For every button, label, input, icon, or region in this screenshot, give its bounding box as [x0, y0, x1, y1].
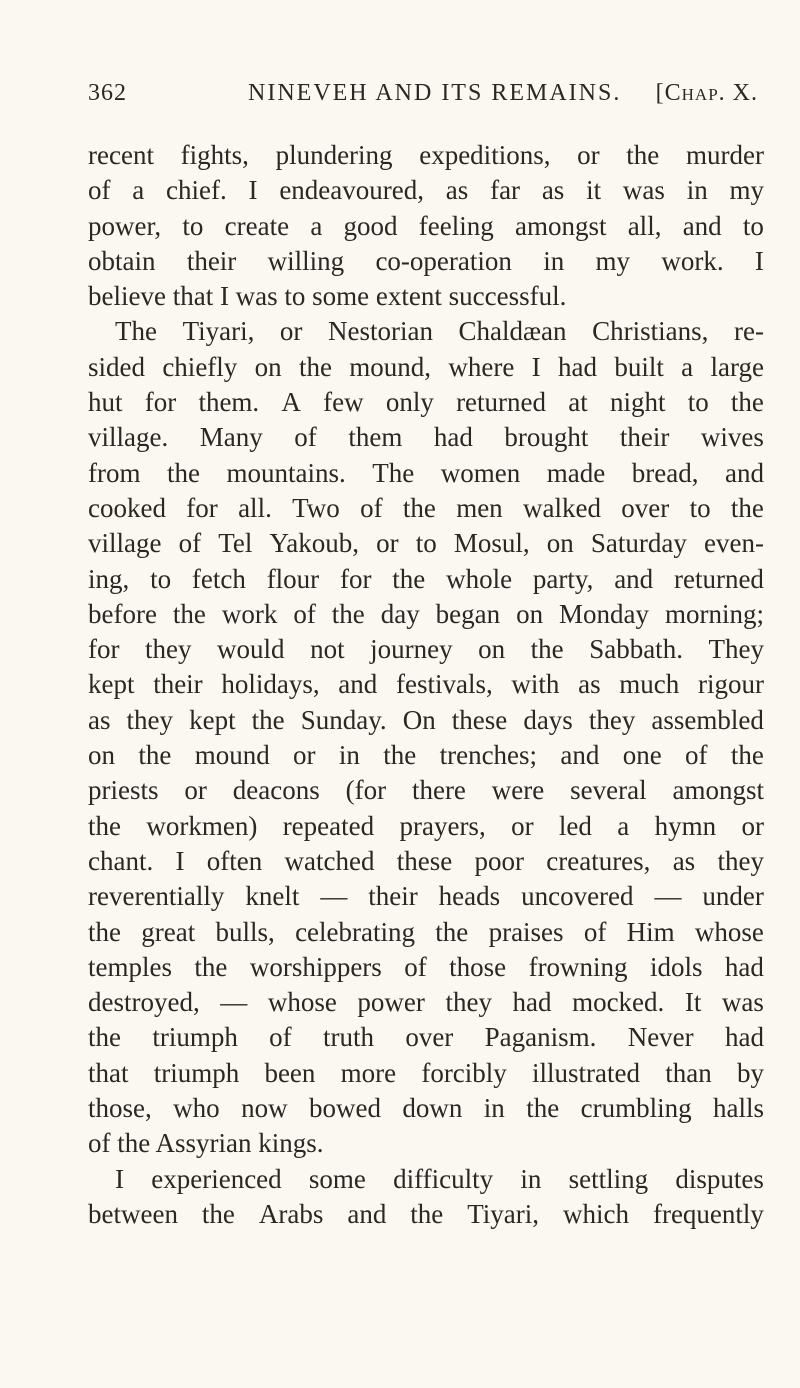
- word: to: [182, 210, 204, 241]
- word: of: [178, 528, 202, 559]
- word: with: [511, 669, 560, 700]
- word: Paganism.: [484, 1022, 597, 1053]
- word: the: [410, 1198, 444, 1229]
- word: the: [201, 1198, 235, 1229]
- word: or: [577, 140, 600, 170]
- word: and: [338, 669, 378, 700]
- word: down: [402, 1093, 463, 1124]
- word: the: [402, 492, 436, 523]
- word: Chaldæan: [458, 316, 567, 347]
- word: before: [88, 598, 157, 629]
- word: work: [221, 598, 278, 629]
- word: —: [220, 987, 248, 1018]
- word: forcibly: [421, 1057, 507, 1088]
- word: a: [617, 810, 630, 841]
- word: hut: [88, 387, 123, 418]
- word: (for: [345, 775, 387, 806]
- word: bowed: [308, 1093, 381, 1124]
- word: built: [614, 351, 664, 382]
- word: Sunday.: [300, 704, 387, 735]
- word: all.: [238, 492, 272, 523]
- word: made: [546, 457, 606, 488]
- word: kept: [88, 669, 135, 700]
- word: men: [456, 492, 503, 523]
- word: bulls,: [215, 916, 275, 947]
- word: for: [144, 387, 177, 418]
- word: their: [186, 245, 237, 276]
- word: reverentially: [88, 881, 225, 912]
- word: for: [88, 634, 120, 665]
- word: a: [681, 351, 694, 382]
- word: my: [729, 175, 764, 206]
- word: of: [293, 598, 316, 629]
- word: and: [560, 740, 600, 771]
- word: praises: [488, 916, 564, 947]
- word: settling: [568, 1163, 649, 1194]
- word: they: [588, 704, 636, 735]
- word: had: [558, 351, 597, 382]
- word: kept: [189, 704, 236, 735]
- word: they: [717, 845, 764, 876]
- text-line: [88, 667, 764, 702]
- word: idols: [649, 951, 703, 982]
- text-line: [88, 844, 764, 879]
- word: whole: [446, 563, 513, 594]
- word: returned: [673, 563, 764, 594]
- word: all,: [627, 210, 662, 241]
- word: village: [88, 528, 162, 559]
- word: of: [685, 740, 708, 771]
- word: these: [451, 704, 508, 735]
- word: destroyed,: [88, 987, 200, 1018]
- word: day: [380, 598, 420, 629]
- text-line: [88, 314, 764, 349]
- word: had: [724, 951, 764, 982]
- word: to: [687, 387, 709, 418]
- word: or: [741, 810, 764, 841]
- word: Sabbath.: [589, 634, 683, 665]
- word: Tiyari,: [182, 316, 255, 347]
- word: in: [543, 245, 565, 276]
- word: them.: [198, 387, 260, 418]
- word: great: [141, 916, 196, 947]
- word: mountains.: [226, 457, 346, 488]
- word: festivals,: [395, 669, 493, 700]
- word: to: [742, 210, 764, 241]
- word: Tel: [218, 528, 253, 559]
- word: power,: [88, 210, 162, 241]
- word: night: [609, 387, 666, 418]
- word: that: [88, 1057, 129, 1088]
- word: hymn: [654, 810, 717, 841]
- text-line: believe that I was to some extent successful.: [88, 281, 567, 312]
- word: to: [415, 528, 437, 559]
- word: Mosul,: [453, 528, 530, 559]
- text-line: [88, 420, 764, 455]
- word: bread,: [631, 457, 699, 488]
- word: the: [138, 740, 172, 771]
- word: On: [402, 704, 436, 735]
- word: wives: [700, 422, 764, 453]
- word: The: [372, 457, 415, 488]
- page-number: 362: [88, 80, 127, 106]
- word: recent: [88, 140, 154, 170]
- text-line: [88, 456, 764, 491]
- word: they: [445, 987, 492, 1018]
- text-line: [88, 1091, 764, 1126]
- word: on: [516, 598, 544, 629]
- word: priests: [88, 775, 159, 806]
- word: as: [578, 669, 601, 700]
- word: often: [206, 845, 263, 876]
- word: had: [512, 987, 552, 1018]
- word: only: [385, 387, 434, 418]
- word: as: [88, 704, 111, 735]
- word: the: [392, 563, 426, 594]
- word: the: [251, 704, 285, 735]
- word: to: [150, 563, 172, 594]
- text-line: [88, 491, 764, 526]
- word: not: [310, 634, 345, 665]
- word: work.: [661, 245, 724, 276]
- word: I: [754, 245, 764, 276]
- text-line: [88, 209, 764, 244]
- text-line: of the Assyrian kings.: [88, 1128, 324, 1159]
- word: days: [523, 704, 573, 735]
- word: over: [405, 1022, 454, 1053]
- word: frequently: [652, 1198, 764, 1229]
- word: co-operation: [375, 245, 512, 276]
- word: village.: [88, 422, 169, 453]
- word: knelt: [245, 881, 300, 912]
- text-line: [88, 703, 764, 738]
- word: at: [568, 387, 588, 418]
- word: for: [186, 492, 218, 523]
- word: plundering: [275, 140, 393, 170]
- word: the: [88, 810, 121, 841]
- word: those,: [88, 1093, 152, 1124]
- word: the: [298, 351, 332, 382]
- word: Yakoub,: [269, 528, 359, 559]
- text-line: [88, 773, 764, 808]
- text-line: [88, 385, 764, 420]
- word: far: [490, 175, 521, 206]
- word: obtain: [88, 245, 156, 276]
- word: mound: [194, 740, 270, 771]
- word: fetch: [191, 563, 246, 594]
- word: trenches;: [439, 740, 538, 771]
- word: celebrating: [295, 916, 416, 947]
- word: disputes: [675, 1163, 764, 1194]
- word: They: [708, 634, 764, 665]
- word: would: [217, 634, 285, 665]
- word: create: [224, 210, 290, 241]
- word: it: [586, 175, 602, 206]
- word: began: [435, 598, 501, 629]
- word: more: [340, 1057, 397, 1088]
- word: halls: [712, 1093, 764, 1124]
- word: on: [546, 528, 574, 559]
- word: their: [153, 669, 203, 700]
- book-title: NINEVEH AND ITS REMAINS.: [248, 80, 622, 106]
- word: whose: [694, 916, 764, 947]
- word: the: [172, 598, 206, 629]
- word: illustrated: [532, 1057, 641, 1088]
- text-line: [88, 1056, 764, 1091]
- word: several: [570, 775, 647, 806]
- word: in: [686, 175, 708, 206]
- word: brought: [504, 422, 589, 453]
- word: worshippers: [249, 951, 382, 982]
- word: temples: [88, 951, 172, 982]
- word: heads: [438, 881, 501, 912]
- word: in: [338, 740, 360, 771]
- text-line: [88, 1197, 764, 1232]
- word: Him: [626, 916, 675, 947]
- word: amongst: [514, 210, 607, 241]
- word: led: [558, 810, 592, 841]
- word: mocked.: [572, 987, 665, 1018]
- word: was: [721, 987, 764, 1018]
- word: than: [665, 1057, 712, 1088]
- text-line: [88, 950, 764, 985]
- word: Arabs: [258, 1198, 324, 1229]
- word: assembled: [651, 704, 764, 735]
- word: had: [725, 1022, 764, 1053]
- word: Many: [199, 422, 263, 453]
- word: sided: [88, 351, 145, 382]
- word: frowning: [528, 951, 628, 982]
- word: workmen): [146, 810, 258, 841]
- word: poor: [474, 845, 524, 876]
- word: watched: [284, 845, 375, 876]
- word: I: [248, 175, 258, 206]
- word: they: [145, 634, 192, 665]
- word: I: [531, 351, 541, 382]
- text-line: [88, 244, 764, 279]
- word: who: [173, 1093, 220, 1124]
- text-line: [88, 597, 764, 632]
- word: or: [511, 810, 534, 841]
- text-line: [88, 632, 764, 667]
- word: under: [702, 881, 764, 912]
- word: whose: [267, 987, 337, 1018]
- word: Never: [627, 1022, 694, 1053]
- word: a: [310, 210, 323, 241]
- word: crumbling: [580, 1093, 692, 1124]
- word: truth: [322, 1022, 374, 1053]
- word: the: [626, 140, 660, 170]
- word: the: [530, 634, 564, 665]
- word: expeditions,: [419, 140, 551, 170]
- word: there: [411, 775, 466, 806]
- text-line: [88, 879, 764, 914]
- word: were: [491, 775, 545, 806]
- word: one: [622, 740, 662, 771]
- word: ing,: [88, 563, 130, 594]
- word: few: [323, 387, 364, 418]
- word: them: [348, 422, 403, 453]
- word: murder: [685, 140, 764, 170]
- word: Tiyari,: [467, 1198, 540, 1229]
- word: good: [343, 210, 398, 241]
- word: fights,: [180, 140, 249, 170]
- word: endeavoured,: [279, 175, 425, 206]
- word: experienced: [151, 1163, 282, 1194]
- word: flour: [266, 563, 320, 594]
- word: chant.: [88, 845, 154, 876]
- word: by: [736, 1057, 764, 1088]
- text-line: [88, 526, 764, 561]
- word: triumph: [152, 1022, 238, 1053]
- word: a: [132, 175, 145, 206]
- word: prayers,: [399, 810, 486, 841]
- word: for: [339, 563, 372, 594]
- body-text: [88, 138, 764, 1232]
- word: of: [294, 422, 317, 453]
- word: the: [435, 916, 469, 947]
- word: deacons: [232, 775, 320, 806]
- text-line: [88, 138, 764, 173]
- text-line: [88, 562, 764, 597]
- word: the: [88, 916, 121, 947]
- word: those: [449, 951, 507, 982]
- word: returned: [456, 387, 547, 418]
- word: —: [320, 881, 348, 912]
- word: walked: [523, 492, 601, 523]
- word: their: [368, 881, 418, 912]
- word: was: [622, 175, 665, 206]
- word: the: [526, 1093, 560, 1124]
- word: mound,: [349, 351, 432, 382]
- word: feeling: [418, 210, 494, 241]
- word: as: [445, 175, 469, 206]
- word: women: [440, 457, 521, 488]
- word: of: [360, 492, 383, 523]
- word: they: [126, 704, 174, 735]
- word: Two: [292, 492, 340, 523]
- word: of: [404, 951, 427, 982]
- text-line: [88, 173, 764, 208]
- word: —: [654, 881, 682, 912]
- word: re-: [733, 316, 764, 347]
- word: or: [376, 528, 399, 559]
- word: or: [279, 316, 303, 347]
- word: had: [433, 422, 473, 453]
- word: party,: [532, 563, 594, 594]
- word: of: [583, 916, 607, 947]
- word: as: [672, 845, 696, 876]
- word: cooked: [88, 492, 166, 523]
- text-line: [88, 738, 764, 773]
- word: of: [88, 175, 111, 206]
- word: some: [308, 1163, 366, 1194]
- word: over: [621, 492, 670, 523]
- word: chief.: [166, 175, 227, 206]
- text-line: [88, 1162, 764, 1197]
- word: on: [478, 634, 506, 665]
- word: where: [448, 351, 515, 382]
- word: willing: [267, 245, 345, 276]
- text-line: [88, 809, 764, 844]
- word: triumph: [153, 1057, 240, 1088]
- word: Christians,: [592, 316, 709, 347]
- word: the: [331, 598, 365, 629]
- text-line: [88, 350, 764, 385]
- word: and: [614, 563, 654, 594]
- word: which: [563, 1198, 629, 1229]
- word: Monday: [559, 598, 650, 629]
- word: A: [281, 387, 301, 418]
- word: as: [541, 175, 565, 206]
- word: in: [483, 1093, 505, 1124]
- word: uncovered: [521, 881, 634, 912]
- word: or: [184, 775, 207, 806]
- word: and: [347, 1198, 387, 1229]
- word: on: [88, 740, 115, 771]
- text-line: [88, 1020, 764, 1055]
- word: morning;: [664, 598, 764, 629]
- word: the: [383, 740, 417, 771]
- word: the: [88, 1022, 121, 1053]
- word: Saturday: [590, 528, 687, 559]
- word: the: [730, 492, 764, 523]
- word: chiefly: [162, 351, 238, 382]
- word: the: [730, 740, 764, 771]
- word: amongst: [672, 775, 764, 806]
- text-line: [88, 985, 764, 1020]
- word: or: [293, 740, 316, 771]
- word: from: [88, 457, 141, 488]
- word: difficulty: [393, 1163, 494, 1194]
- word: large: [710, 351, 764, 382]
- text-line: [88, 915, 764, 950]
- word: been: [264, 1057, 316, 1088]
- word: power: [357, 987, 425, 1018]
- word: on: [254, 351, 282, 382]
- running-head: [88, 80, 758, 114]
- word: rigour: [697, 669, 764, 700]
- word: and: [725, 457, 764, 488]
- word: It: [684, 987, 702, 1018]
- word: the: [730, 387, 764, 418]
- word: in: [520, 1163, 542, 1194]
- word: even-: [704, 528, 764, 559]
- word: creatures,: [546, 845, 651, 876]
- word: the: [194, 951, 228, 982]
- word: to: [689, 492, 711, 523]
- word: repeated: [282, 810, 375, 841]
- word: journey: [370, 634, 453, 665]
- chapter-reference: [Chap. X.: [655, 80, 758, 106]
- word: now: [241, 1093, 288, 1124]
- word: the: [167, 457, 200, 488]
- word: I: [115, 1163, 124, 1194]
- word: Nestorian: [328, 316, 433, 347]
- word: I: [175, 845, 185, 876]
- word: of: [269, 1022, 292, 1053]
- word: my: [595, 245, 631, 276]
- word: their: [619, 422, 670, 453]
- word: and: [682, 210, 722, 241]
- word: The: [115, 316, 157, 347]
- word: holidays,: [221, 669, 320, 700]
- word: between: [88, 1198, 178, 1229]
- word: much: [619, 669, 680, 700]
- word: these: [396, 845, 453, 876]
